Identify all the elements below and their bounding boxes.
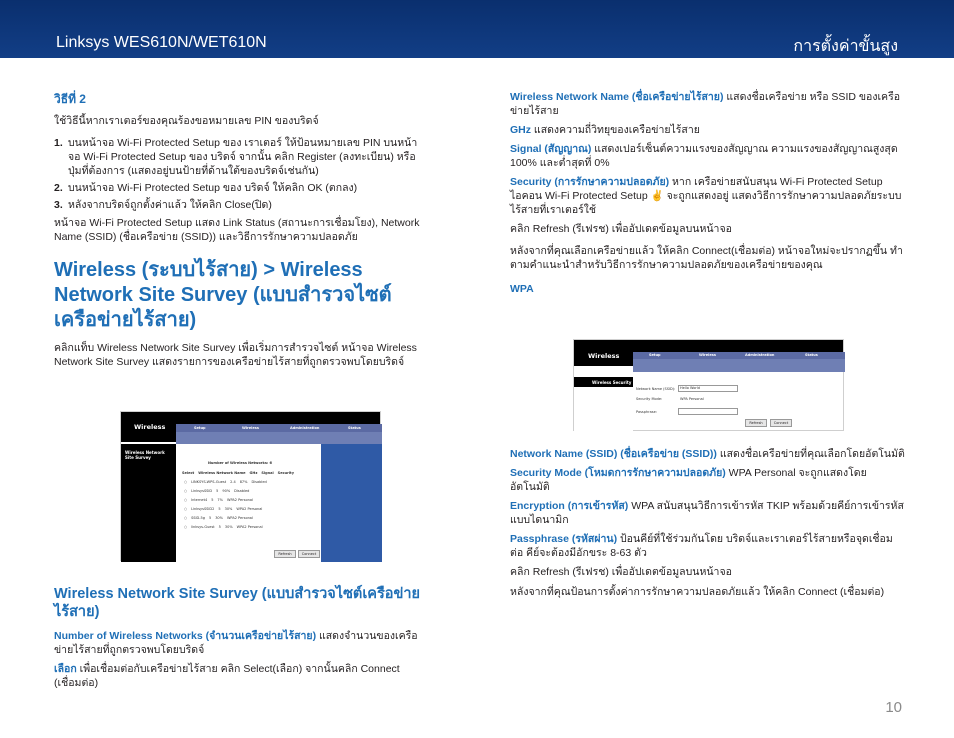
screenshot-table-header <box>182 471 294 475</box>
after-steps-text: หน้าจอ Wi-Fi Protected Setup แสดง Link Status (สถานะการเชื่อมโยง), Network Name (SSID) (ชื่อเครือข่าย (SSID)) และวิธีการรักษาความปลอดภัย <box>54 217 420 243</box>
cell-name: LINKSYS-WPS-Guest <box>191 480 227 484</box>
page-header <box>0 0 954 58</box>
cell-name: SSID-5g <box>191 516 205 520</box>
field-label: Wireless Network Name (ชื่อเครือข่ายไร้สาย) <box>510 91 724 103</box>
refresh-button[interactable]: Refresh <box>274 550 296 558</box>
field-desc: แสดงเปอร์เซ็นต์ความแรงของสัญญาณ ความแรงของสัญญาณสูงสุด 100% และต่ำสุดที่ 0% <box>510 143 898 169</box>
ssid-label: Network Name (SSID): <box>636 387 676 391</box>
cell-ghz: 5 <box>216 489 219 493</box>
table-row[interactable] <box>184 480 267 484</box>
screenshot-tab: Wireless <box>699 353 716 357</box>
section-heading: Wireless (ระบบไร้สาย) > Wireless Network Site Survey (แบบสำรวจไซต์เครือข่ายไร้สาย) <box>54 259 392 331</box>
left-bottom-text <box>54 585 424 695</box>
select-radio[interactable]: ○ <box>184 516 188 520</box>
field-desc: ป้อนคีย์ที่ใช้ร่วมกันโดย บริดจ์และเราเตอร์ไร้สายหรือจุดเชื่อมต่อ คีย์จะต้องมีอักขระ 8-63 ตัว <box>510 533 893 559</box>
wpa-heading: WPA <box>510 283 534 295</box>
field-desc: แสดงชื่อเครือข่าย หรือ SSID ของเครือข่ายไร้สาย <box>510 91 901 117</box>
select-radio[interactable]: ○ <box>184 525 188 529</box>
col-signal: Signal <box>261 471 274 475</box>
step-item <box>54 136 424 178</box>
step-text: บนหน้าจอ Wi-Fi Protected Setup ของ บริดจ์ ให้คลิก OK (ตกลง) <box>68 182 358 194</box>
step-number: 3. <box>54 199 63 211</box>
field-label: Network Name (SSID) (ชื่อเครือข่าย (SSID)) <box>510 448 717 460</box>
select-radio[interactable]: ○ <box>184 498 188 502</box>
cell-signal: 30% <box>215 516 223 520</box>
security-mode-value: WPA Personal <box>680 397 704 401</box>
field-desc: แสดงความถี่วิทยุของเครือข่ายไร้สาย <box>533 124 700 136</box>
cell-security: WPA2 Personal <box>226 516 253 520</box>
field-label: Security (การรักษาความปลอดภัย) <box>510 176 670 188</box>
table-row[interactable] <box>184 516 253 520</box>
step-text: หลังจากบริดจ์ถูกตั้งค่าแล้ว ให้คลิก Close(ปิด) <box>68 199 272 211</box>
cell-signal: 30% <box>224 507 233 511</box>
screenshot-sidebar <box>121 444 176 562</box>
screenshot-brand: Wireless <box>134 423 166 431</box>
screenshot-side-label: Wireless Security <box>592 380 632 385</box>
select-radio[interactable]: ○ <box>184 489 188 493</box>
cell-name: LinksysSSID <box>191 489 213 493</box>
subsection-heading: Wireless Network Site Survey (แบบสำรวจไซต์เครือข่ายไร้สาย) <box>54 586 421 620</box>
field-desc: หาก เครือข่ายสนับสนุน Wi-Fi Protected Setup ไอคอน Wi-Fi Protected Setup ✌ จะถูกแสดงอยู่ แสดงวิธีการรักษาความปลอดภัยระบบไร้สายที่เราเตอร์ใช้ <box>510 176 902 216</box>
table-row[interactable] <box>184 525 263 529</box>
after-select-text: หลังจากที่คุณเลือกเครือข่ายแล้ว ให้คลิก Connect(เชื่อมต่อ) หน้าจอใหม่จะปรากฏขึ้น ทำตามคำแนะนำสำหรับวิธีการรักษาความปลอดภัยของเครือข่ายของคุณ <box>510 245 903 271</box>
select-text: เพื่อเชื่อมต่อกับเครือข่ายไร้สาย คลิก Select(เลือก) จากนั้นคลิก Connect (เชื่อมต่อ) <box>54 663 400 689</box>
refresh-text: คลิก Refresh (รีเฟรช) เพื่ออัปเดตข้อมูลบนหน้าจอ <box>510 566 732 578</box>
select-radio[interactable]: ○ <box>184 507 188 511</box>
table-row[interactable] <box>184 507 262 511</box>
screenshot-tab: Administration <box>290 426 320 430</box>
screenshot-main <box>176 444 321 562</box>
col-select: Select <box>182 471 195 475</box>
passphrase-field[interactable] <box>678 408 738 415</box>
screenshot-subnav <box>633 359 845 372</box>
step-text: บนหน้าจอ Wi-Fi Protected Setup ของ เราเตอร์ ให้ป้อนหมายเลข PIN บนหน้าจอ Wi-Fi Protected Setup ของ บริดจ์ จากนั้น คลิก Register (ลงทะเบียน) หรือปุ่มที่ต้องการ (แสดงอยู่บนป้ายที่ด้านใต้ของบริดจ์เช่นกัน) <box>68 137 418 177</box>
section-intro: คลิกแท็บ Wireless Network Site Survey เพื่อเริ่มการสำรวจไซต์ หน้าจอ Wireless Network Site Survey แสดงรายการของเครือข่ายไร้สายที่ถูกตรวจพบโดยบริดจ์ <box>54 342 417 368</box>
product-name: Linksys WES610N/WET610N <box>56 34 267 51</box>
ssid-value: Hello World <box>680 386 701 390</box>
field-desc: WPA Personal จะถูกแสดงโดยอัตโนมัติ <box>510 467 867 493</box>
connect-button[interactable]: Connect <box>770 419 792 427</box>
field-desc: WPA สนับสนุนวิธีการเข้ารหัส TKIP พร้อมด้วยคีย์การเข้ารหัสแบบไดนามิก <box>510 500 904 526</box>
security-mode-label: Security Mode: <box>636 397 663 401</box>
cell-signal: 30% <box>224 525 233 529</box>
step-number: 2. <box>54 182 63 194</box>
screenshot-right-panel <box>321 444 382 562</box>
cell-signal: 90% <box>222 489 231 493</box>
select-radio[interactable]: ○ <box>184 480 188 484</box>
screenshot-brand: Wireless <box>588 352 620 360</box>
screenshot-side-label: Wireless Network Site Survey <box>125 450 165 460</box>
col-ghz: GHz <box>249 471 258 475</box>
steps-list <box>54 136 424 212</box>
step-item <box>54 198 424 212</box>
screenshot-table-title: Number of Wireless Networks: 6 <box>208 461 272 465</box>
method-title: วิธีที่ 2 <box>54 92 86 106</box>
cell-signal: 87% <box>239 480 248 484</box>
cell-name: LinksysSSID2 <box>191 507 215 511</box>
step-item <box>54 181 424 195</box>
refresh-button[interactable]: Refresh <box>745 419 767 427</box>
cell-security: Disabled <box>234 489 250 493</box>
screenshot-tabs <box>176 424 382 432</box>
field-label: Signal (สัญญาณ) <box>510 143 592 155</box>
screenshot-tab: Setup <box>649 353 661 357</box>
cell-ghz: 5 <box>218 525 221 529</box>
num-networks-text: แสดงจำนวนของเครือข่ายไร้สายที่ถูกตรวจพบโดยบริดจ์ <box>54 630 418 656</box>
left-column <box>54 90 424 374</box>
screenshot-tab: Administration <box>745 353 775 357</box>
table-row[interactable] <box>184 498 253 502</box>
field-label: GHz <box>510 124 531 136</box>
right-bottom-text <box>510 447 905 604</box>
num-networks-label: Number of Wireless Networks (จำนวนเครือข่ายไร้สาย) <box>54 630 317 642</box>
screenshot-tabs <box>633 352 845 359</box>
field-label: Passphrase (รหัสผ่าน) <box>510 533 618 545</box>
final-text: หลังจากที่คุณป้อนการตั้งค่าการรักษาความปลอดภัยแล้ว ให้คลิก Connect (เชื่อมต่อ) <box>510 586 885 598</box>
cell-ghz: 5 <box>218 507 221 511</box>
screenshot-tab: Status <box>805 353 818 357</box>
cell-security: WPA2 Personal <box>226 498 253 502</box>
cell-ghz: 5 <box>211 498 214 502</box>
cell-security: WPA2 Personal <box>236 507 263 511</box>
cell-ghz: 5 <box>208 516 212 520</box>
step-number: 1. <box>54 137 63 149</box>
cell-signal: 7% <box>217 498 223 502</box>
field-label: Encryption (การเข้ารหัส) <box>510 500 629 512</box>
page-number: 10 <box>885 699 902 716</box>
screenshot-tab: Setup <box>194 426 206 430</box>
site-survey-screenshot <box>120 411 381 561</box>
cell-security: WPA2 Personal <box>236 525 263 529</box>
right-column <box>510 90 905 301</box>
select-label: เลือก <box>54 663 77 675</box>
screenshot-subnav <box>176 432 382 444</box>
cell-security: Disabled <box>251 480 267 484</box>
table-row[interactable] <box>184 489 249 493</box>
refresh-text: คลิก Refresh (รีเฟรช) เพื่ออัปเดตข้อมูลบนหน้าจอ <box>510 223 732 235</box>
section-title: การตั้งค่าขั้นสูง <box>793 38 898 55</box>
connect-button[interactable]: Connect <box>298 550 320 558</box>
cell-name: linksys-Guest <box>191 525 215 529</box>
screenshot-sidebar <box>574 372 633 432</box>
field-desc: แสดงชื่อเครือข่ายที่คุณเลือกโดยอัตโนมัติ <box>719 448 905 460</box>
col-security: Security <box>277 471 295 475</box>
wpa-screenshot <box>573 339 844 431</box>
col-name: Wireless Network Name <box>198 471 246 475</box>
field-label: Security Mode (โหมดการรักษาความปลอดภัย) <box>510 467 726 479</box>
method-intro: ใช้วิธีนี้หากเราเตอร์ของคุณร้องขอหมายเลข PIN ของบริดจ์ <box>54 115 319 127</box>
cell-name: Internet4 <box>191 498 208 502</box>
screenshot-tab: Status <box>348 426 361 430</box>
cell-ghz: 2.4 <box>230 480 236 484</box>
screenshot-tab: Wireless <box>242 426 259 430</box>
passphrase-label: Passphrase: <box>636 410 657 414</box>
